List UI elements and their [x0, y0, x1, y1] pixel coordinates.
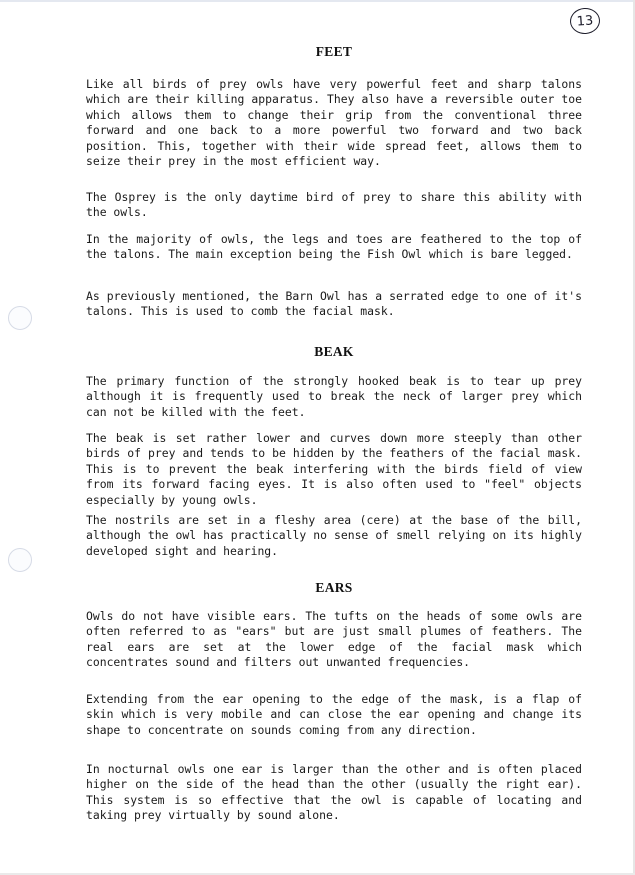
ears-paragraph-2: Extending from the ear opening to the edge of the mask, is a flap of skin which is very mobile and can close the ear opening and change its shape to concentrate on sounds coming from any direction. — [86, 692, 582, 737]
beak-paragraph-2: The beak is set rather lower and curves down more steeply than other birds of prey and tends to be hidden by the feathers of the facial mask. This is to prevent the beak interfering with the birds field of view from its forward facing eyes. It is also often used to "feel" objects especially by young owls. — [86, 431, 582, 507]
feet-paragraph-2: The Osprey is the only daytime bird of prey to share this ability with the owls. — [86, 190, 582, 220]
heading-ears: EARS — [315, 580, 353, 595]
ears-paragraph-3: In nocturnal owls one ear is larger than the other and is often placed higher on the side of the head than the other (usually the right ear). This system is so effective that the owl is capable of locating and taking prey virtually by sound alone. — [86, 762, 582, 823]
page-number: 13 — [569, 7, 601, 35]
page-edge-top — [0, 0, 635, 2]
beak-paragraph-3: The nostrils are set in a fleshy area (cere) at the base of the bill, although the owl has practically no sense of smell relying on its highly developed sight and hearing. — [86, 513, 582, 558]
heading-feet: FEET — [315, 44, 353, 59]
punch-hole-top — [8, 306, 32, 330]
punch-hole-bottom — [8, 548, 32, 572]
feet-paragraph-1: Like all birds of prey owls have very powerful feet and sharp talons which are their killing apparatus. They also have a reversible outer toe which allows them to change their grip from the conventional three forward and one back to a more powerful two forward and two back position. This, together with their wide spread feet, allows them to seize their prey in the most efficient way. — [86, 77, 582, 169]
ears-paragraph-1: Owls do not have visible ears. The tufts on the heads of some owls are often referred to as "ears" but are just small plumes of feathers. The real ears are set at the lower edge of the facial mask which concentrates sound and filters out unwanted frequencies. — [86, 609, 582, 670]
heading-beak: BEAK — [314, 344, 354, 359]
feet-paragraph-4: As previously mentioned, the Barn Owl has a serrated edge to one of it's talons. This is used to comb the facial mask. — [86, 289, 582, 319]
beak-paragraph-1: The primary function of the strongly hooked beak is to tear up prey although it is frequently used to break the neck of larger prey which can not be killed with the feet. — [86, 374, 582, 419]
feet-paragraph-3: In the majority of owls, the legs and toes are feathered to the top of the talons. The main exception being the Fish Owl which is bare legged. — [86, 232, 582, 262]
